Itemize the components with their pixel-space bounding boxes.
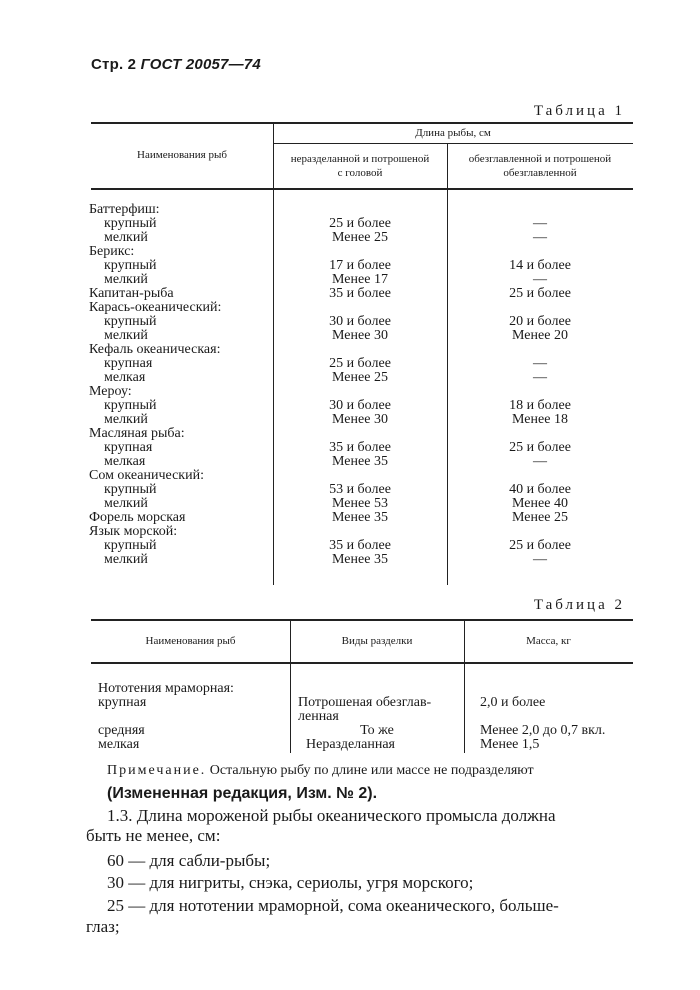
table1-row-length-b: 20 и более [509, 314, 571, 329]
table1-row-length-b: Менее 25 [512, 510, 568, 525]
table2-row-title: Нототения мраморная: [98, 681, 234, 696]
table1-row-length-a: 25 и более [329, 216, 391, 231]
table1-row-length-a: Менее 17 [332, 272, 388, 287]
table1-row-name: крупная [104, 440, 153, 455]
table1-row-name: Сом океанический: [89, 468, 204, 483]
table1-row-length-b: Менее 40 [512, 496, 568, 511]
table1-row-length-a: 35 и более [329, 440, 391, 455]
paragraph-1-3-line1: 1.3. Длина мороженой рыбы океанического промысла должна [107, 806, 556, 825]
table1-row-length-a: Менее 25 [332, 370, 388, 385]
table1-row-length-b: 25 и более [509, 286, 571, 301]
table1-row-length-a: Менее 30 [332, 328, 388, 343]
table1-row-length-b: 25 и более [509, 440, 571, 455]
table1-row-length-b: Менее 18 [512, 412, 568, 427]
table1-row-length-a: 35 и более [329, 538, 391, 553]
table1-row-name: мелкая [104, 454, 146, 469]
table2-top-rule [91, 619, 633, 621]
table1-subheader-rule [273, 143, 633, 144]
table1-row-name: крупный [104, 258, 157, 273]
table1-row-name: Карась-океанический: [89, 300, 222, 315]
table1-row-length-b: — [533, 230, 547, 245]
table1-row-length-a: 35 и более [329, 286, 391, 301]
table2-note [107, 763, 534, 779]
table2-row2-cut: То же [360, 723, 394, 738]
table2-row1-cut-line2: ленная [298, 709, 339, 724]
table1-row-length-b: — [533, 356, 547, 371]
table1-row-name: крупный [104, 398, 157, 413]
table2-header-rule [91, 662, 633, 664]
table1-row-length-a: Менее 35 [332, 454, 388, 469]
table1-top-rule [91, 122, 633, 124]
table1-row-name: мелкий [104, 552, 148, 567]
table1-row-length-b: 25 и более [509, 538, 571, 553]
table1-row-name: мелкий [104, 272, 148, 287]
table1-row-name: крупный [104, 538, 157, 553]
table1-row-name: крупный [104, 314, 157, 329]
list-item-30: 30 — для нигриты, снэка, сериолы, угря морского; [107, 873, 474, 892]
table1-row-length-a: Менее 35 [332, 510, 388, 525]
table1-row-length-b: — [533, 370, 547, 385]
table1-row-length-b: — [533, 454, 547, 469]
table1-row-length-b: — [533, 552, 547, 567]
table2-col-name: Наименования рыб [145, 635, 236, 647]
table1-row-length-a: 17 и более [329, 258, 391, 273]
table1-row-length-a: Менее 25 [332, 230, 388, 245]
table1-row-name: Мероу: [89, 384, 132, 399]
table1-row-length-a: Менее 30 [332, 412, 388, 427]
paragraph-1-3-line2: быть не менее, см: [86, 826, 221, 845]
standard-code: ГОСТ 20057—74 [140, 56, 261, 73]
table1-col-a: неразделанной и потрошеной с головой [290, 153, 430, 179]
table1-row-name: мелкий [104, 230, 148, 245]
table1-row-length-b: Менее 20 [512, 328, 568, 343]
table1-row-name: крупная [104, 356, 153, 371]
table1-row-name: мелкий [104, 328, 148, 343]
table1-caption: Таблица 1 [533, 103, 625, 119]
table1-header-rule [91, 188, 633, 190]
table1-row-name: крупный [104, 216, 157, 231]
table1-row-name: мелкий [104, 496, 148, 511]
table2-col-mass: Масса, кг [526, 635, 571, 647]
note-text: Остальную рыбу по длине или массе не подразделяют [209, 763, 534, 778]
table1-row-length-a: 25 и более [329, 356, 391, 371]
table1-row-name: крупный [104, 482, 157, 497]
table1-row-name: мелкий [104, 412, 148, 427]
table1-row-name: Кефаль океаническая: [89, 342, 221, 357]
table1-col-name: Наименования рыб [137, 149, 227, 161]
table2-row1-name: крупная [98, 695, 147, 710]
revision-note: (Измененная редакция, Изм. № 2). [107, 785, 378, 802]
table1-row-name: Капитан-рыба [89, 286, 174, 301]
table1-col-b: обезглавленной и потрошеной обезглавленной [468, 153, 612, 179]
table2-col-cut: Виды разделки [341, 635, 413, 647]
table1-row-length-a: Менее 35 [332, 552, 388, 567]
table1-row-length-a: 53 и более [329, 482, 391, 497]
list-item-60: 60 — для сабли-рыбы; [107, 851, 271, 870]
table2-row2-name: средняя [98, 723, 145, 738]
table1-row-length-b: — [533, 272, 547, 287]
table1-col-length: Длина рыбы, см [415, 127, 491, 139]
table2-row3-name: мелкая [98, 737, 140, 752]
table1-row-name: мелкая [104, 370, 146, 385]
table1-row-length-a: Менее 53 [332, 496, 388, 511]
table1-row-name: Масляная рыба: [89, 426, 185, 441]
list-item-25-line2: глаз; [86, 917, 120, 936]
table2-row3-mass: Менее 1,5 [480, 737, 540, 752]
table1-row-length-b: 18 и более [509, 398, 571, 413]
table2-row3-cut: Неразделанная [306, 737, 395, 752]
table1-row-name: Язык морской: [89, 524, 178, 539]
page-number: Стр. 2 [91, 56, 137, 73]
table1-row-length-a: 30 и более [329, 314, 391, 329]
table2-row2-mass: Менее 2,0 до 0,7 вкл. [480, 723, 606, 738]
table1-row-name: Берикс: [89, 244, 135, 259]
table1-row-name: Форель морская [89, 510, 186, 525]
table2-row1-mass: 2,0 и более [480, 695, 546, 710]
note-label: Примечание. [107, 763, 207, 778]
table1-row-length-b: 40 и более [509, 482, 571, 497]
list-item-25-line1: 25 — для нототении мраморной, сома океанического, больше- [107, 896, 559, 915]
table2-row1-cut-line1: Потрошеная обезглав- [298, 695, 432, 710]
table1-row-name: Баттерфиш: [89, 202, 160, 217]
table2-caption: Таблица 2 [533, 597, 625, 613]
table1-row-length-b: 14 и более [509, 258, 571, 273]
page-header [91, 56, 261, 73]
table1-row-length-a: 30 и более [329, 398, 391, 413]
table1-row-length-b: — [533, 216, 547, 231]
